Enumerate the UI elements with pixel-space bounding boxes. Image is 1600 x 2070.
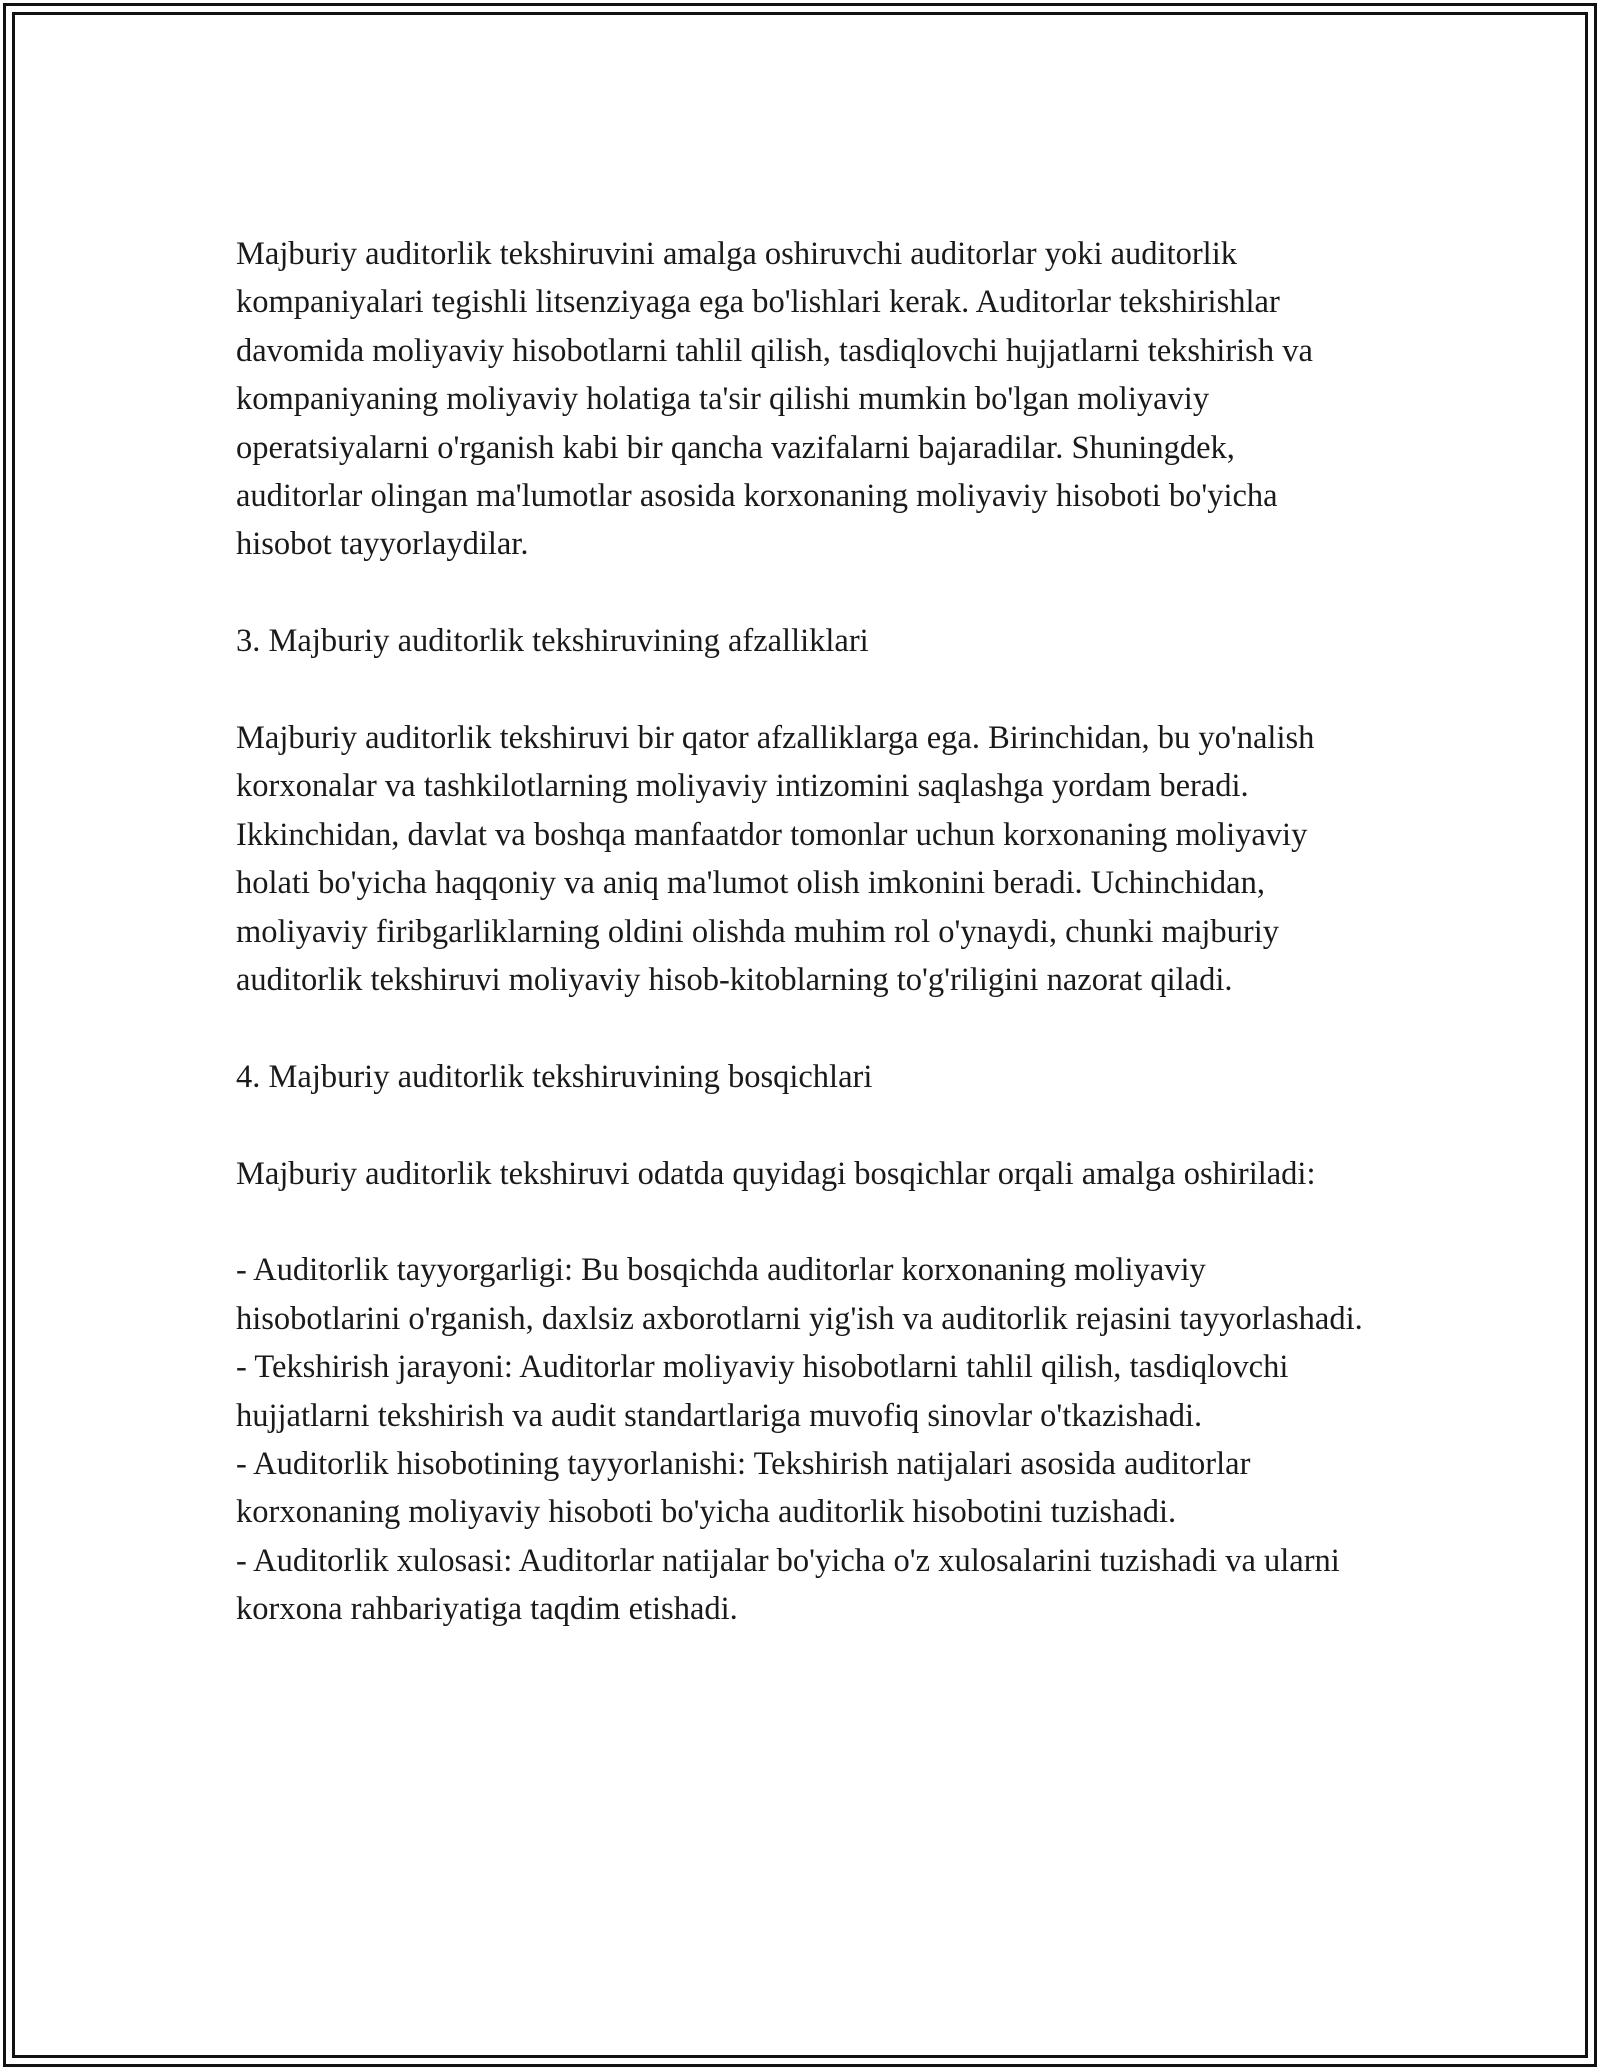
document-body — [236, 230, 1366, 1634]
spacer — [236, 1198, 1366, 1246]
spacer — [236, 1101, 1366, 1149]
paragraph-licensing: Majburiy auditorlik tekshiruvini amalga oshiruvchi auditorlar yoki auditorlik kompaniyalari tegishli litsenziyaga ega bo'lishlari kerak. Auditorlar tekshirishlar davomida moliyaviy hisobotlarni tahlil qilish, tasdiqlovchi hujjatlarni tekshirish va kompaniyaning moliyaviy holatiga ta'sir qilishi mumkin bo'lgan moliyaviy operatsiyalarni o'rganish kabi bir qancha vazifalarni bajaradilar. Shuningdek, auditorlar olingan ma'lumotlar asosida korxonaning moliyaviy hisoboti bo'yicha hisobot tayyorlaydilar. — [236, 236, 1313, 563]
spacer — [236, 569, 1366, 617]
list-item-stage-conclusion: - Auditorlik xulosasi: Auditorlar natijalar bo'yicha o'z xulosalarini tuzishadi va ularni korxona rahbariyatiga taqdim etishadi. — [236, 1542, 1340, 1628]
list-item-stage-inspection: - Tekshirish jarayoni: Auditorlar moliyaviy hisobotlarni tahlil qilish, tasdiqlovchi hujjatlarni tekshirish va audit standartlariga muvofiq sinovlar o'tkazishadi. — [236, 1349, 1289, 1434]
paragraph-stages-intro: Majburiy auditorlik tekshiruvi odatda quyidagi bosqichlar orqali amalga oshiriladi: — [236, 1155, 1316, 1192]
spacer — [236, 1004, 1366, 1052]
section-heading-advantages: 3. Majburiy auditorlik tekshiruvining afzalliklari — [236, 623, 869, 660]
list-item-stage-preparation: - Auditorlik tayyorgarligi: Bu bosqichda auditorlar korxonaning moliyaviy hisobotlarini o'rganish, daxlsiz axborotlarni yig'ish va auditorlik rejasini tayyorlashadi. — [236, 1252, 1363, 1337]
paragraph-advantages: Majburiy auditorlik tekshiruvi bir qator afzalliklarga ega. Birinchidan, bu yo'nalish korxonalar va tashkilotlarning moliyaviy intizomini saqlashga yordam beradi. Ikkinchidan, davlat va boshqa manfaatdor tomonlar uchun korxonaning moliyaviy holati bo'yicha haqqoniy va aniq ma'lumot olish imkonini beradi. Uchinchidan, moliyaviy firibgarliklarning oldini olishda muhim rol o'ynaydi, chunki majburiy auditorlik tekshiruvi moliyaviy hisob-kitoblarning to'g'riligini nazorat qiladi. — [236, 720, 1315, 999]
spacer — [236, 666, 1366, 714]
list-item-stage-report: - Auditorlik hisobotining tayyorlanishi: Tekshirish natijalari asosida auditorlar korxonaning moliyaviy hisoboti bo'yicha auditorlik hisobotini tuzishadi. — [236, 1446, 1251, 1531]
stages-list — [236, 1246, 1366, 1633]
section-heading-stages: 4. Majburiy auditorlik tekshiruvining bosqichlari — [236, 1058, 873, 1095]
